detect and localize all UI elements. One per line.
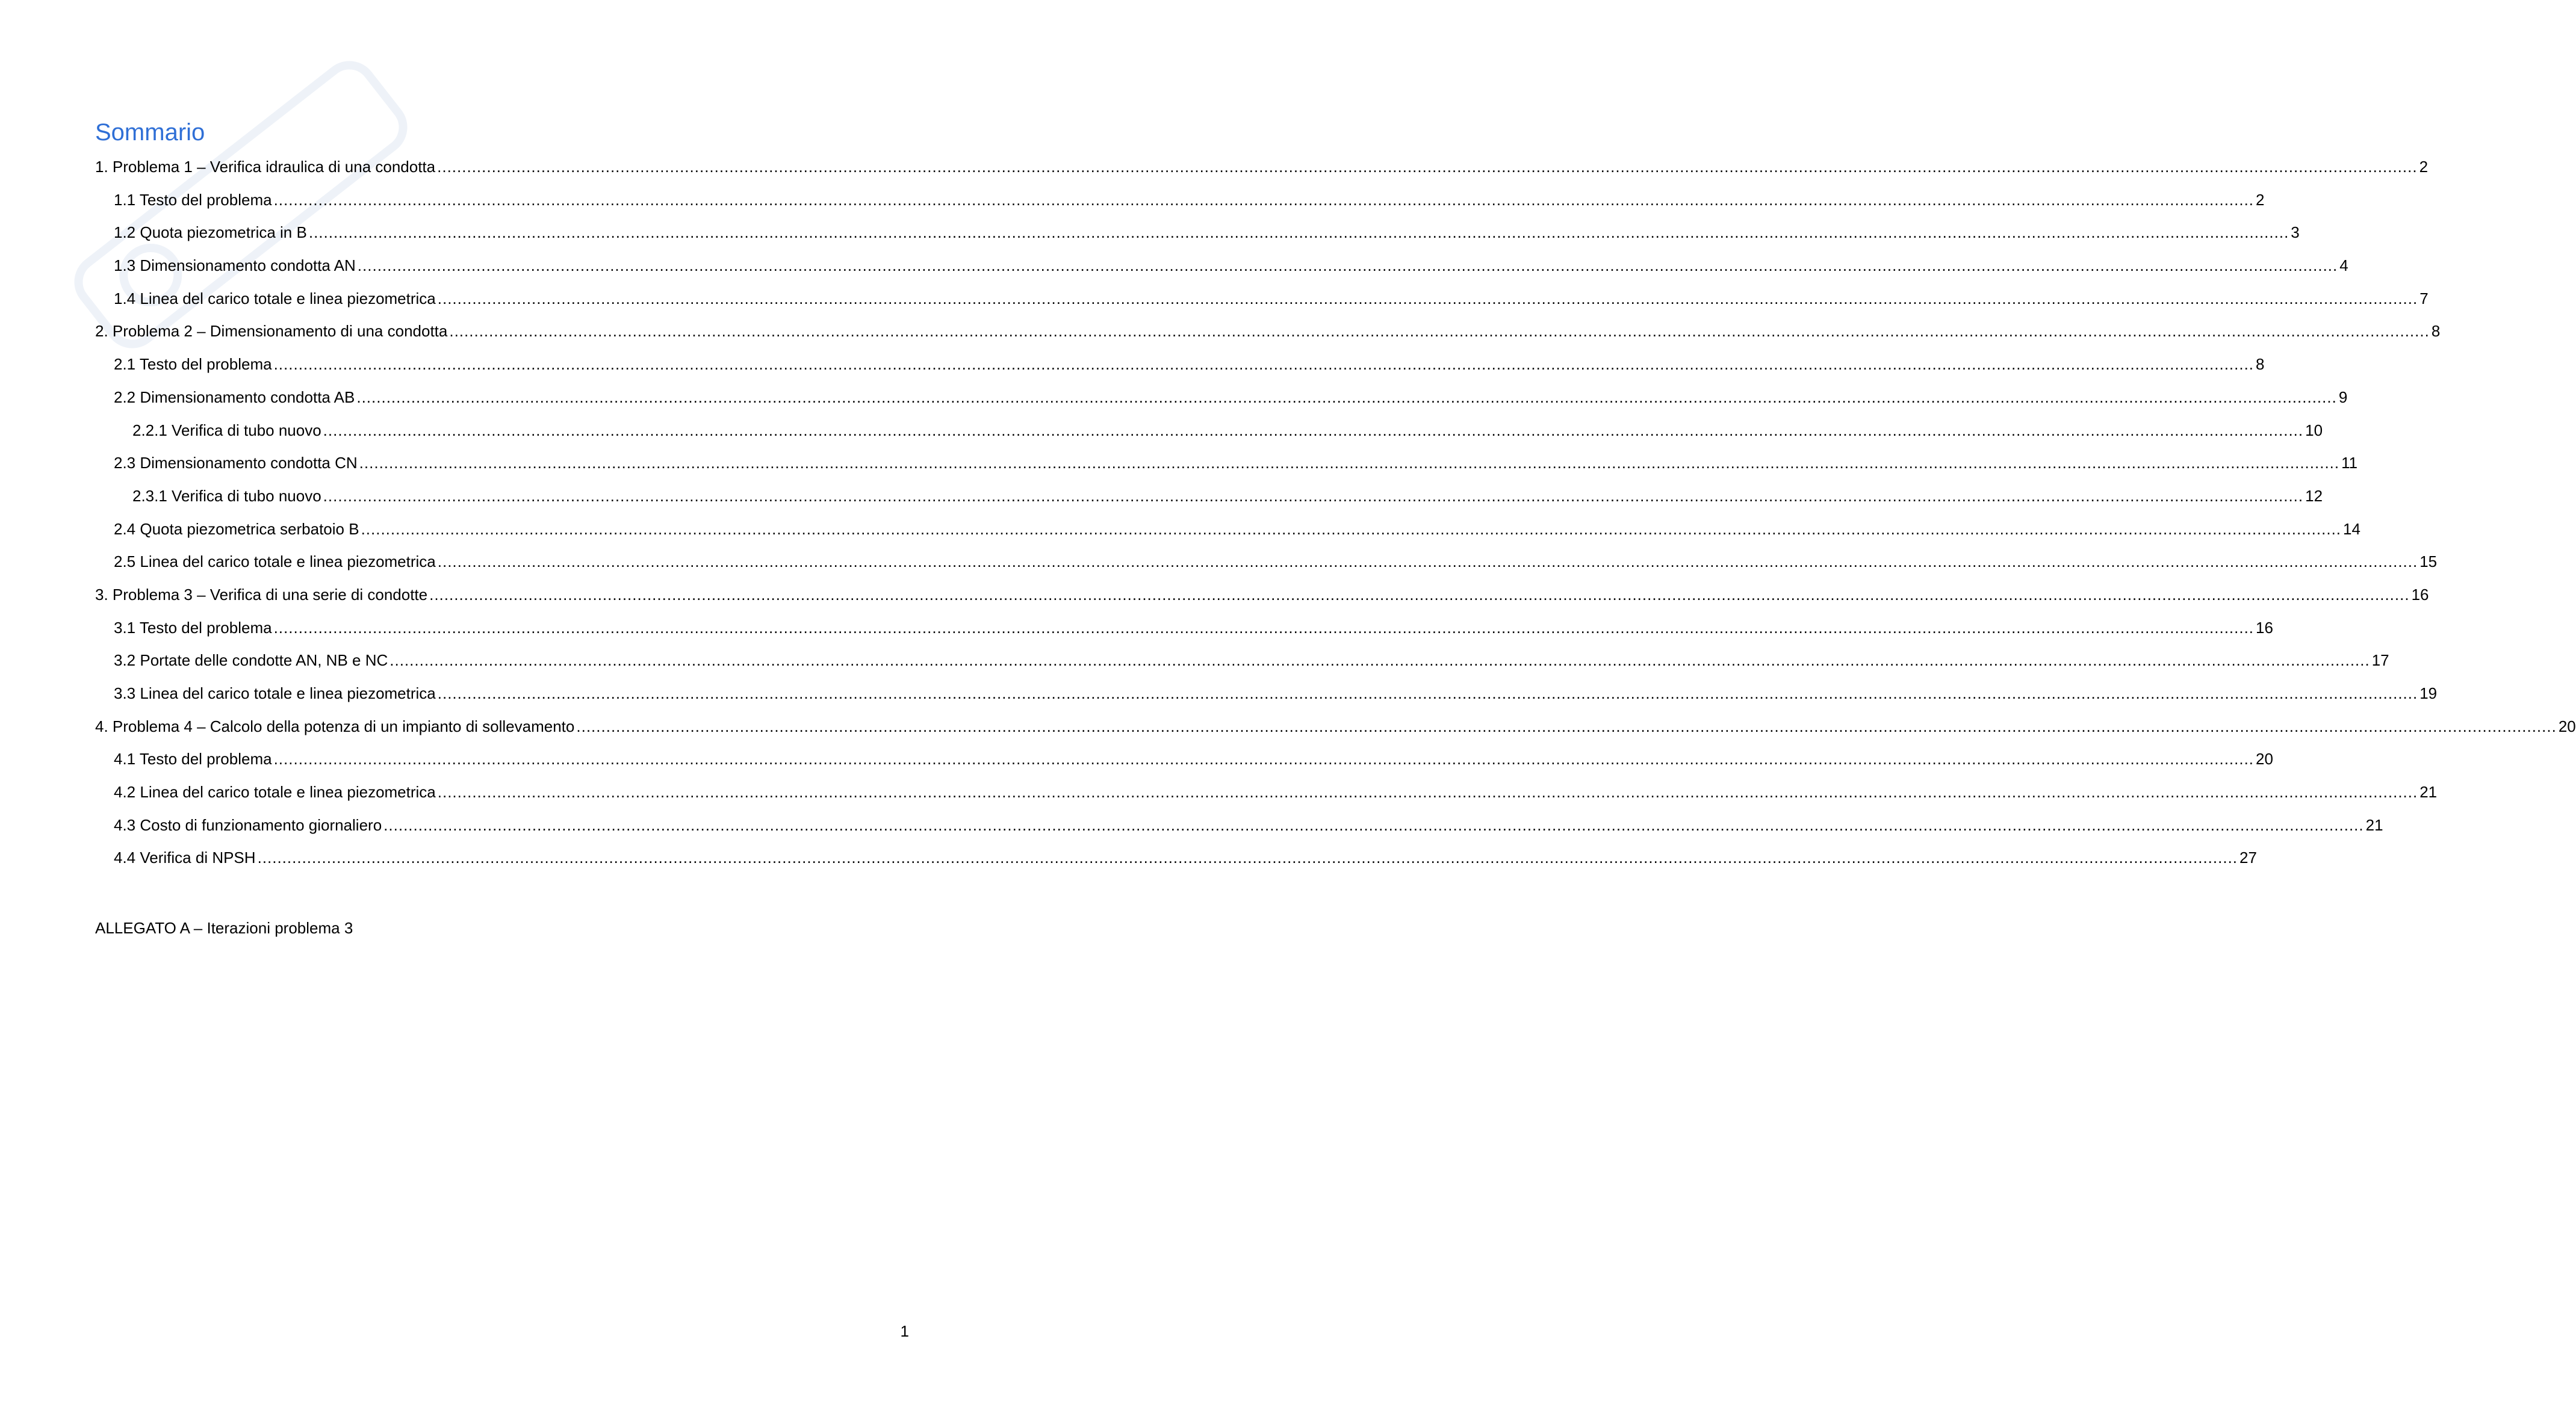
toc-leader-dots: ................................................................................................................................................................................................................................................................................................................................................................................................................ [437,158,2418,176]
toc-leader-dots: ................................................................................................................................................................................................................................................................................................................................................................................................................ [437,684,2418,702]
toc-entry[interactable] [95,841,2257,874]
toc-entry-text: 1.2 Quota piezometrica in B [114,223,307,242]
toc-entry[interactable] [95,677,2438,710]
toc-leader-dots: ................................................................................................................................................................................................................................................................................................................................................................................................................ [437,552,2418,571]
toc-entry-text: 1.4 Linea del carico totale e linea piezometrica [114,289,436,308]
toc-entry-text: 3.2 Portate delle condotte AN, NB e NC [114,651,388,670]
toc-page-number: 14 [2343,519,2360,538]
toc-entry[interactable] [95,414,2323,447]
toc-page-number: 21 [2419,783,2438,802]
toc-entry-text: 2.5 Linea del carico totale e linea piezometrica [114,552,436,571]
toc-entry-text: 2.2.1 Verifica di tubo nuovo [132,421,321,439]
toc-page-number: 10 [2305,421,2323,439]
appendix-entry: ALLEGATO A – Iterazioni problema 3 [95,919,353,937]
toc-leader-dots: ................................................................................................................................................................................................................................................................................................................................................................................................................ [437,289,2418,308]
toc-page-number: 4 [2339,256,2348,275]
toc-entry[interactable] [95,184,2265,217]
toc-entry[interactable] [95,216,2300,249]
toc-leader-dots: ................................................................................................................................................................................................................................................................................................................................................................................................................ [273,750,2255,768]
toc-leader-dots: ................................................................................................................................................................................................................................................................................................................................................................................................................ [429,585,2410,604]
toc-page-number: 19 [2419,684,2438,702]
toc-entry-text: 2.1 Testo del problema [114,355,272,374]
toc-entry[interactable] [95,578,2429,611]
toc-leader-dots: ................................................................................................................................................................................................................................................................................................................................................................................................................ [273,618,2255,637]
toc-entry-text: 2.3.1 Verifica di tubo nuovo [132,486,321,505]
toc-entry-text: 4. Problema 4 – Calcolo della potenza di un impianto di sollevamento [95,717,575,735]
toc-leader-dots: ................................................................................................................................................................................................................................................................................................................................................................................................................ [323,486,2304,505]
toc-leader-dots: ................................................................................................................................................................................................................................................................................................................................................................................................................ [273,190,2255,209]
toc-page-number: 17 [2371,651,2389,670]
toc-entry[interactable] [95,348,2265,381]
toc-page-number: 12 [2305,486,2323,505]
toc-entry[interactable] [95,743,2273,776]
toc-leader-dots: ................................................................................................................................................................................................................................................................................................................................................................................................................ [356,388,2337,406]
toc-entry-text: 1. Problema 1 – Verifica idraulica di una condotta [95,158,436,176]
toc-page-number: 16 [2411,585,2429,604]
toc-leader-dots: ................................................................................................................................................................................................................................................................................................................................................................................................................ [383,815,2364,834]
toc-page-number: 15 [2419,552,2438,571]
toc-leader-dots: ................................................................................................................................................................................................................................................................................................................................................................................................................ [257,849,2238,867]
toc-entry[interactable] [95,710,2576,743]
toc-entry[interactable] [95,249,2348,282]
toc-entry[interactable] [95,150,2429,184]
toc-entry[interactable] [95,644,2389,677]
toc-entry[interactable] [95,776,2438,809]
toc-page-number: 9 [2338,388,2348,406]
toc-leader-dots: ................................................................................................................................................................................................................................................................................................................................................................................................................ [308,223,2289,242]
toc-entry-text: 4.1 Testo del problema [114,750,272,768]
toc-entry-text: 2.2 Dimensionamento condotta AB [114,388,355,406]
toc-entry[interactable] [95,315,2441,348]
toc-page-number: 27 [2239,849,2257,867]
toc-page-number: 7 [2419,289,2429,308]
toc-entry[interactable] [95,611,2273,645]
toc-page-number: 21 [2365,815,2383,834]
toc-page-number: 8 [2431,322,2441,341]
toc-page-number: 8 [2256,355,2265,374]
toc-entry[interactable] [95,545,2438,578]
toc-page-number: 20 [2256,750,2273,768]
toc-entry[interactable] [95,447,2358,480]
toc-entry-text: 2.3 Dimensionamento condotta CN [114,454,358,472]
toc-leader-dots: ................................................................................................................................................................................................................................................................................................................................................................................................................ [449,322,2430,341]
toc-leader-dots: ................................................................................................................................................................................................................................................................................................................................................................................................................ [576,717,2557,735]
toc-leader-dots: ................................................................................................................................................................................................................................................................................................................................................................................................................ [359,454,2340,472]
toc-entry-text: 4.3 Costo di funzionamento giornaliero [114,815,382,834]
toc-entry-text: 3.3 Linea del carico totale e linea piezometrica [114,684,436,702]
toc-leader-dots: ................................................................................................................................................................................................................................................................................................................................................................................................................ [390,651,2370,670]
toc-entry-text: 4.2 Linea del carico totale e linea piezometrica [114,783,436,802]
page-number: 1 [900,1322,909,1340]
toc-entry-text: 4.4 Verifica di NPSH [114,849,256,867]
toc-leader-dots: ................................................................................................................................................................................................................................................................................................................................................................................................................ [323,421,2304,439]
toc-entry[interactable] [95,480,2323,513]
toc-page-number: 3 [2291,223,2300,242]
toc-entry[interactable] [95,513,2360,546]
toc-entry-text: 1.1 Testo del problema [114,190,272,209]
toc-page-number: 2 [2256,190,2265,209]
toc-leader-dots: ................................................................................................................................................................................................................................................................................................................................................................................................................ [273,355,2255,374]
toc-title: Sommario [95,119,205,146]
toc-page-number: 20 [2558,717,2576,735]
toc-entry[interactable] [95,381,2348,414]
toc-page-number: 16 [2256,618,2273,637]
toc-entry-text: 2. Problema 2 – Dimensionamento di una condotta [95,322,448,341]
toc-entry-text: 2.4 Quota piezometrica serbatoio B [114,519,359,538]
toc-page-number: 2 [2419,158,2429,176]
toc-page-number: 11 [2341,454,2358,472]
table-of-contents [95,150,2576,874]
toc-entry-text: 1.3 Dimensionamento condotta AN [114,256,356,275]
toc-leader-dots: ................................................................................................................................................................................................................................................................................................................................................................................................................ [361,519,2342,538]
toc-entry-text: 3. Problema 3 – Verifica di una serie di condotte [95,585,428,604]
toc-entry-text: 3.1 Testo del problema [114,618,272,637]
toc-entry[interactable] [95,282,2429,315]
toc-leader-dots: ................................................................................................................................................................................................................................................................................................................................................................................................................ [437,783,2418,802]
toc-entry[interactable] [95,809,2383,842]
toc-leader-dots: ................................................................................................................................................................................................................................................................................................................................................................................................................ [357,256,2338,275]
